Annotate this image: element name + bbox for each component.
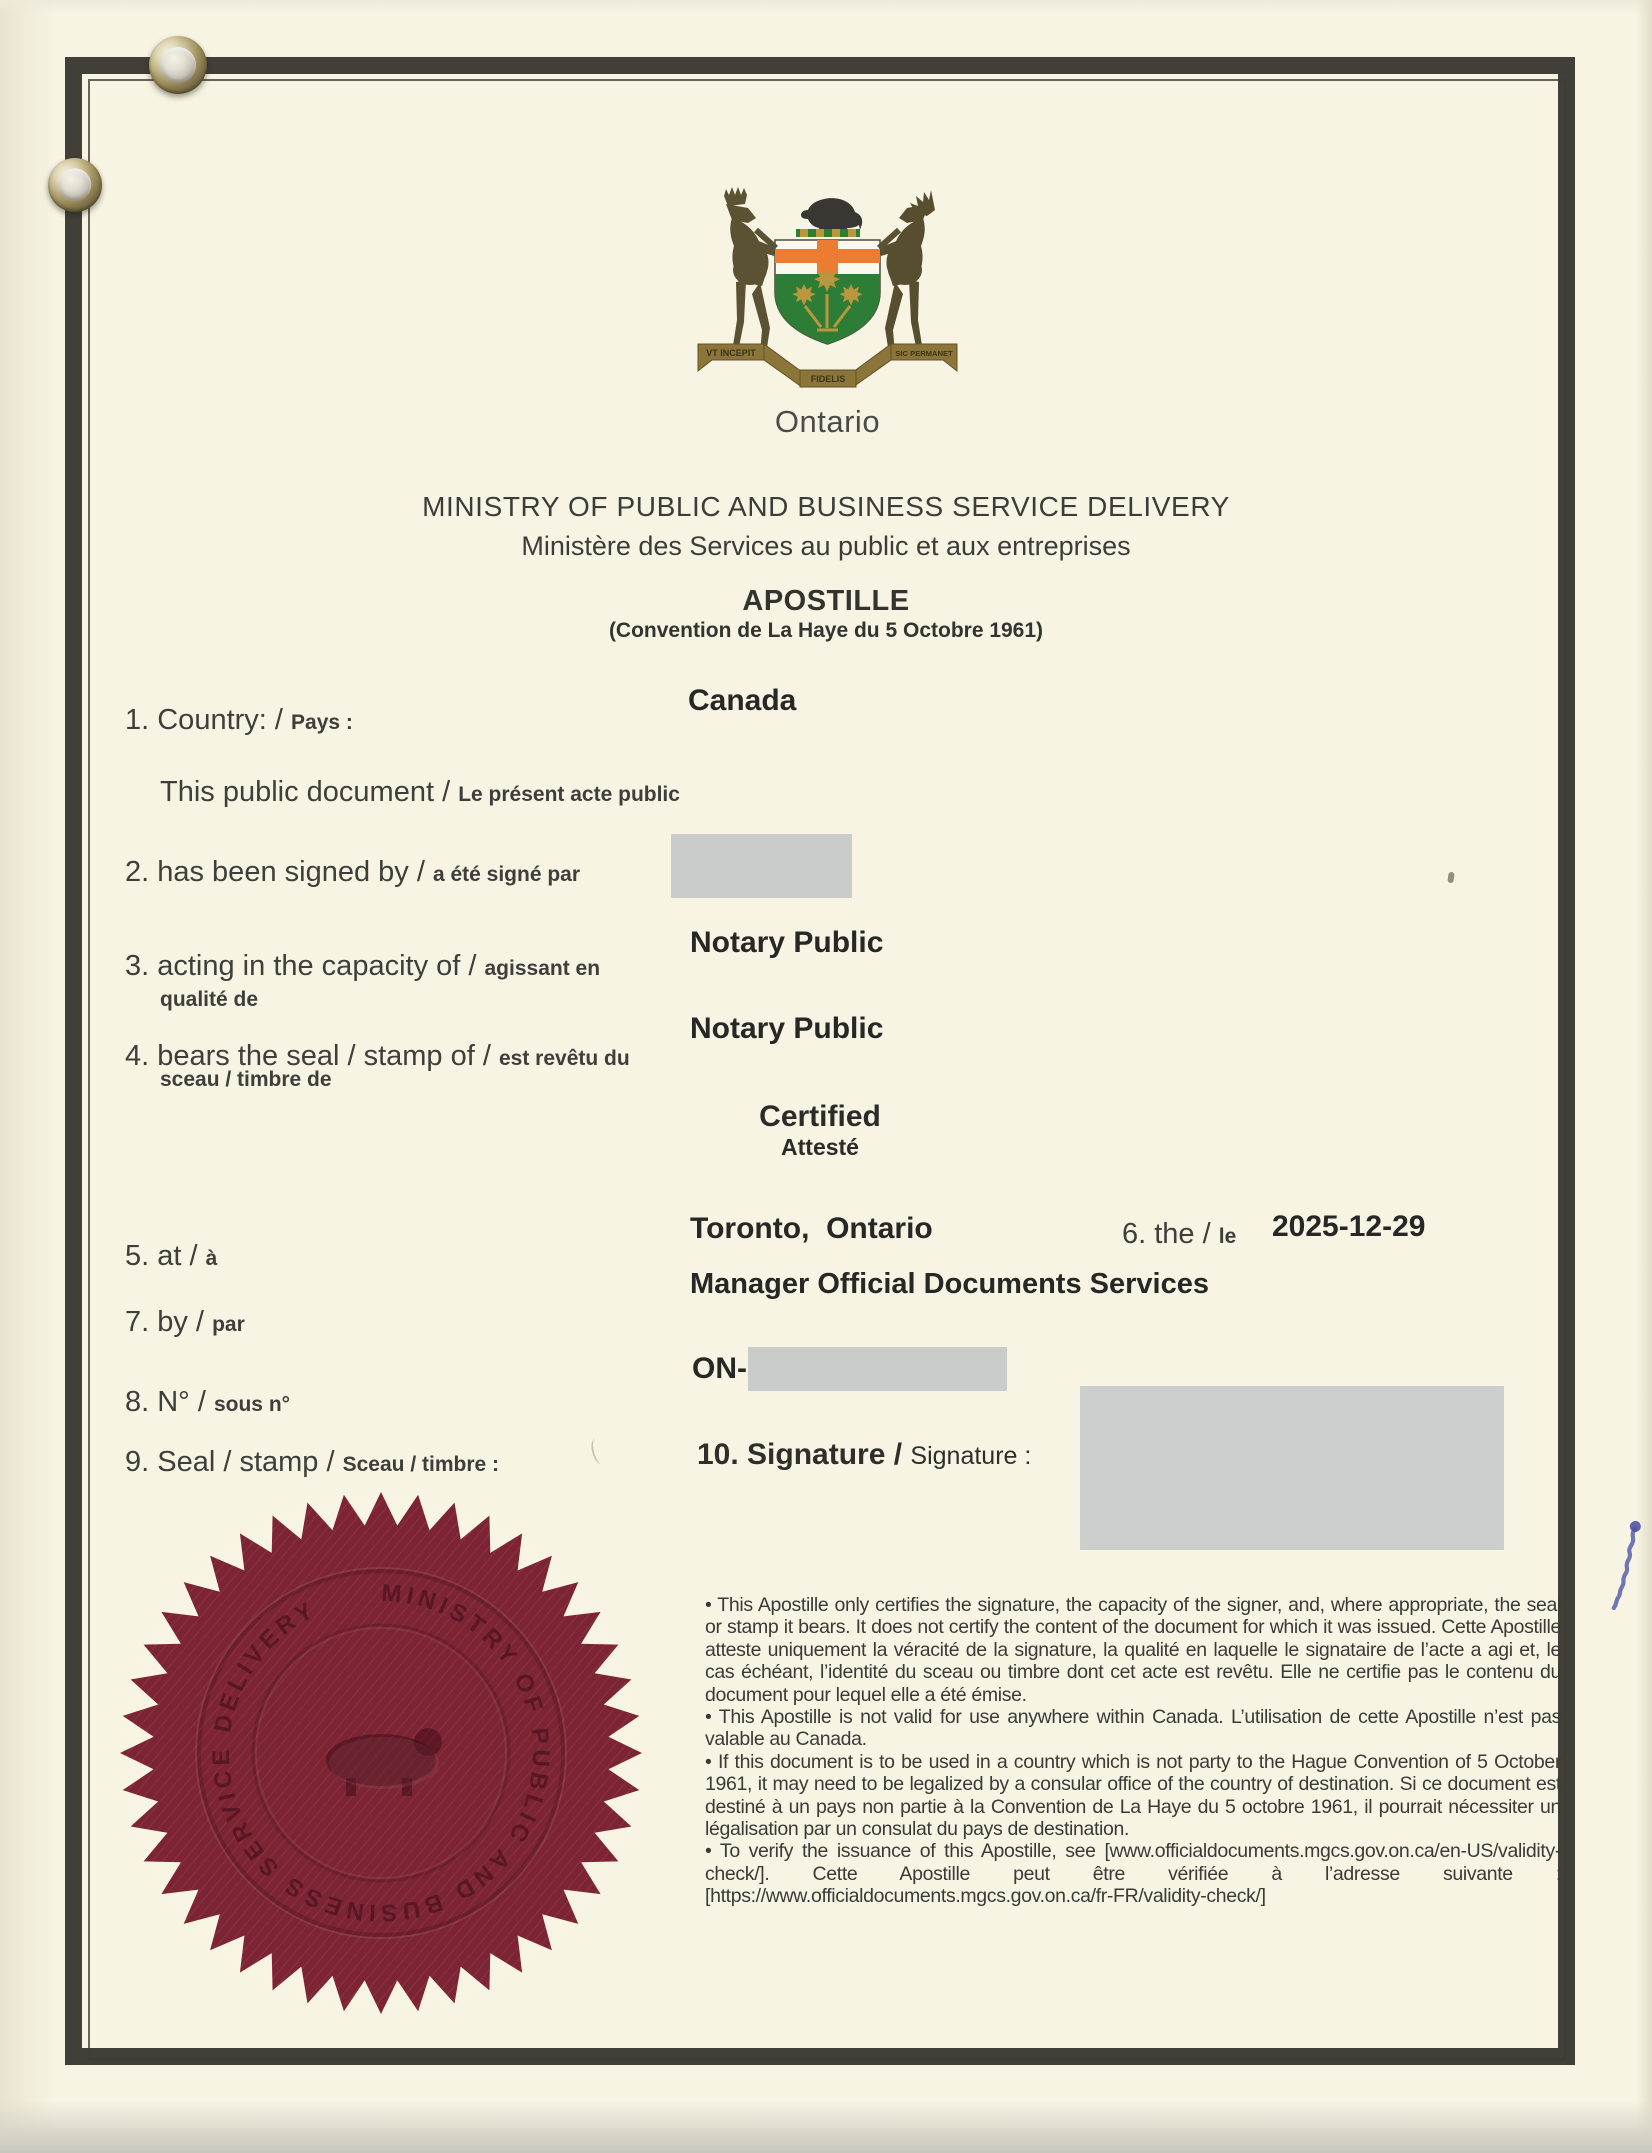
ontario-coat-of-arms — [690, 182, 965, 397]
public-document-line: This public document / Le présent acte public — [160, 776, 680, 808]
ontario-wordmark: Ontario — [774, 404, 881, 439]
field-8-value-prefix: ON- — [692, 1352, 747, 1385]
scanner-edge-top — [0, 0, 1652, 14]
binding-grommet-top — [149, 36, 207, 94]
binding-grommet-left — [48, 158, 102, 212]
motto-text-right: SIC PERMANET — [895, 349, 953, 358]
apostille-title: APOSTILLE — [742, 585, 910, 617]
moose-supporter — [724, 187, 776, 354]
field-7-value: Manager Official Documents Services — [690, 1268, 1209, 1300]
field-7-label: 7. by / par — [125, 1306, 245, 1338]
field-1-label: 1. Country: / Pays : — [125, 704, 353, 736]
torse-wreath — [796, 229, 860, 237]
field-4-label: 4. bears the seal / stamp of / est revêtu du — [125, 1040, 630, 1072]
scanner-edge-bottom — [0, 2101, 1652, 2153]
shield-cross-horizontal — [775, 249, 880, 263]
redaction-box-signer — [671, 834, 852, 898]
field-8-label: 8. N° / sous n° — [125, 1386, 291, 1418]
note-1: • This Apostille only certifies the signature, the capacity of the signer, and, where appropriate, the seal or stamp it bears. It does not certify the content of the document for which it was issued. Cette Apostille atteste uniquement la véracité de la signature, la qualité en laquelle le signataire de l’acte a agi et, le cas échéant, l’identité du sceau ou timbre dont cet acte est revêtu. Elle ne certifie pas le contenu du document pour lequel elle a été émise. — [705, 1594, 1561, 1706]
field-4-value: Notary Public — [690, 1012, 884, 1045]
note-3: • If this document is to be used in a country which is not party to the Hague Convention of 5 October 1961, it may need to be legalized by a consular office of the country of destination. Si ce document est destiné à un pays non partie à la Convention de La Haye du 5 octobre 1961, il pourrait nécessiter un légalisation par un consulat du pays de destination. — [705, 1750, 1561, 1841]
field-6-label: 6. the / le — [1122, 1218, 1237, 1250]
scanner-edge-right — [1636, 0, 1652, 2153]
field-4-label-line2: sceau / timbre de — [160, 1068, 332, 1091]
redaction-box-signature — [1080, 1386, 1504, 1550]
apostille-notes — [705, 1594, 1561, 1908]
field-10-label: 10. Signature / Signature : — [697, 1438, 1032, 1471]
motto-text-center: FIDELIS — [810, 374, 846, 384]
motto-text-left: VT INCEPIT — [706, 348, 756, 358]
field-1-value: Canada — [688, 684, 797, 717]
field-3-value: Notary Public — [690, 926, 884, 959]
certified-label-en: Certified — [759, 1100, 881, 1133]
field-5-value: Toronto, Ontario — [690, 1212, 933, 1245]
deer-supporter — [879, 190, 935, 354]
field-9-label: 9. Seal / stamp / Sceau / timbre : — [125, 1446, 499, 1478]
note-4: • To verify the issuance of this Apostille, see [www.officialdocuments.mgcs.gov.on.ca/en-US/validity-check/]. Cette Apostille peut être vérifiée à l’adresse suivante : [https://www.officialdocuments.mgcs.gov.on.ca/fr-FR/validity-check/] — [705, 1840, 1561, 1908]
redaction-box-number — [748, 1347, 1007, 1391]
field-5-label: 5. at / à — [125, 1240, 218, 1272]
field-2-label: 2. has been signed by / a été signé par — [125, 856, 581, 888]
convention-subtitle: (Convention de La Haye du 5 Octobre 1961) — [608, 619, 1044, 642]
certified-label-fr: Attesté — [781, 1134, 859, 1160]
shield — [756, 230, 899, 346]
embossed-seal — [118, 1490, 644, 2016]
seal-ring-text: MINISTRY OF PUBLIC AND BUSINESS SERVICE DELIVERY — [207, 1579, 555, 1927]
field-3-label-line2: qualité de — [160, 988, 259, 1011]
note-2: • This Apostille is not valid for use anywhere within Canada. L’utilisation de cette Apostille n’est pas valable au Canada. — [705, 1706, 1561, 1751]
ministry-title-en: MINISTRY OF PUBLIC AND BUSINESS SERVICE DELIVERY — [422, 491, 1230, 522]
scanner-edge-left — [0, 0, 55, 2153]
field-6-value: 2025-12-29 — [1272, 1210, 1426, 1243]
field-3-label: 3. acting in the capacity of / agissant en — [125, 950, 601, 982]
ministry-title-fr: Ministère des Services au public et aux entreprises — [521, 531, 1131, 561]
